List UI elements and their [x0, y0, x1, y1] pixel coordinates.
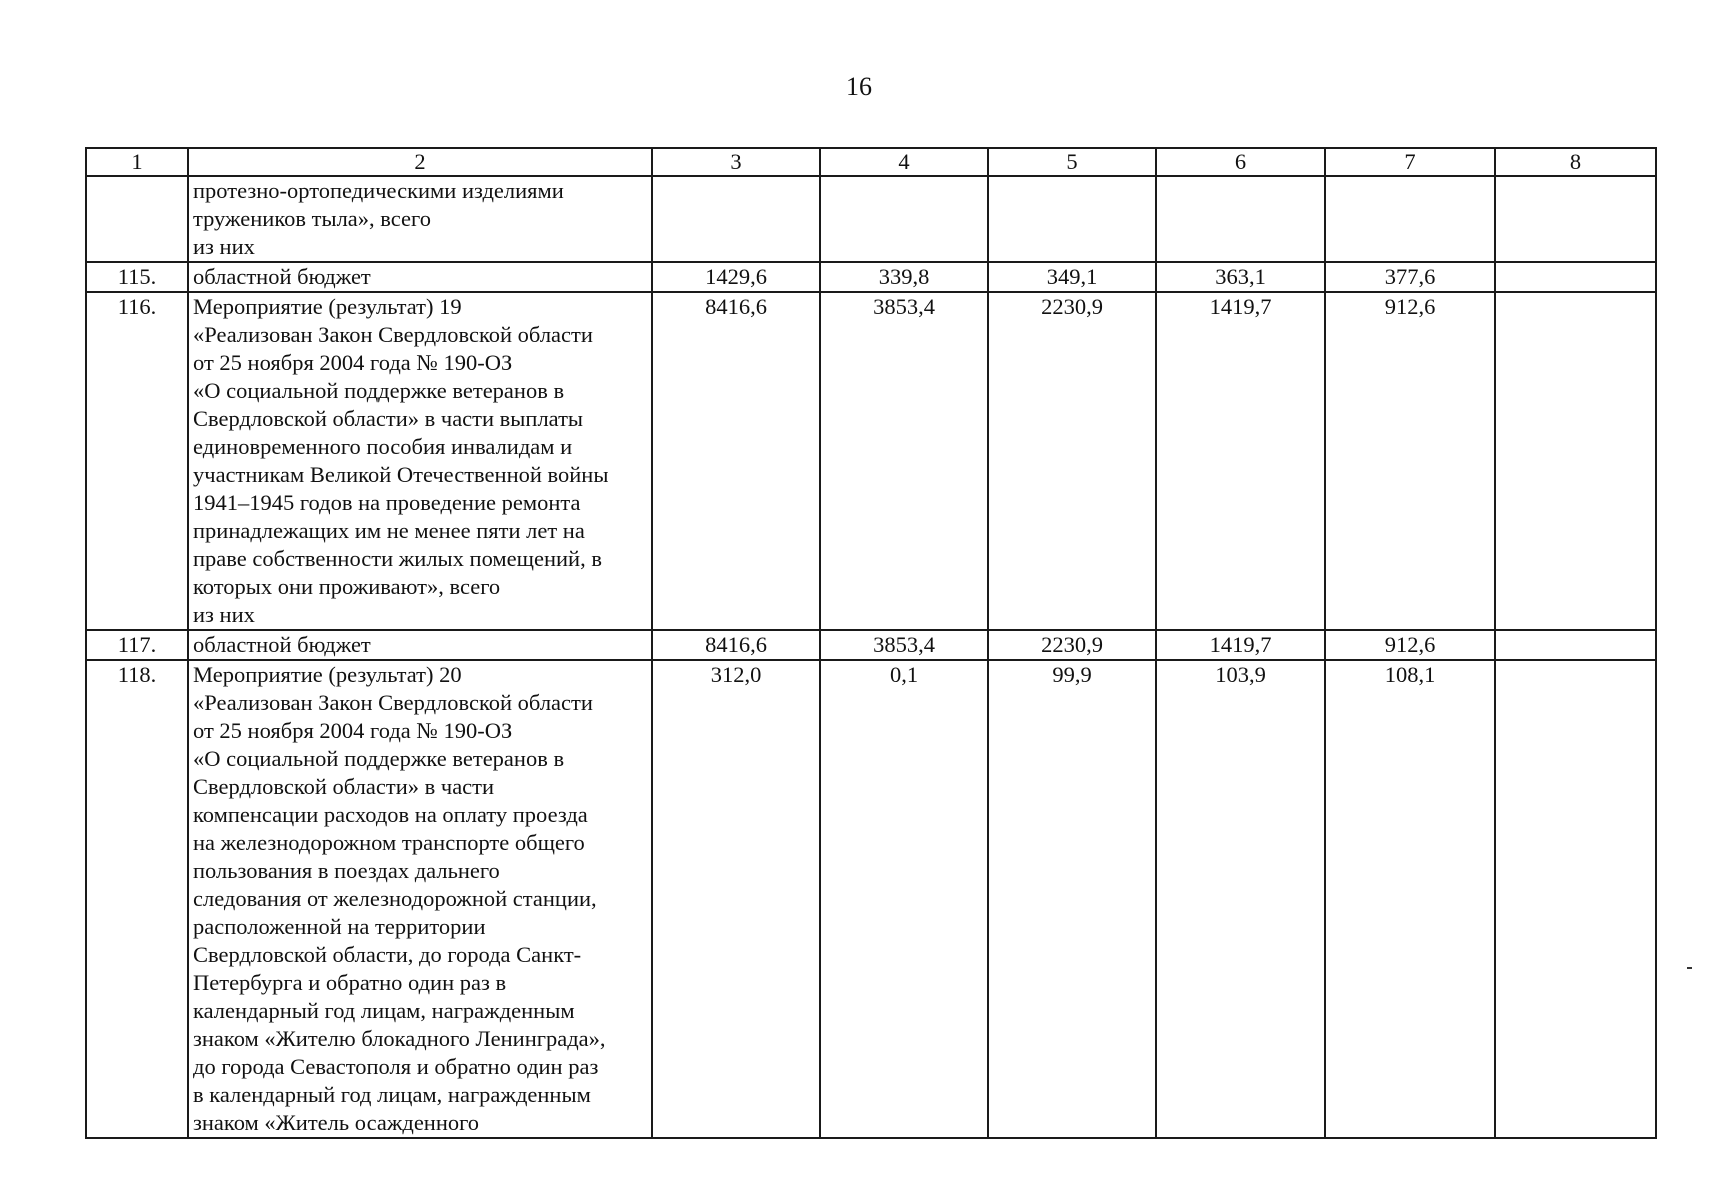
- value-cell: 912,6: [1325, 292, 1495, 630]
- value-cell: 363,1: [1156, 262, 1325, 292]
- row-number: 117.: [86, 630, 188, 660]
- column-number-header: 2: [188, 148, 652, 176]
- value-cell: 103,9: [1156, 660, 1325, 1138]
- value-cell: 1419,7: [1156, 292, 1325, 630]
- value-cell: 1429,6: [652, 262, 820, 292]
- value-cell: [1325, 176, 1495, 262]
- row-description: областной бюджет: [188, 630, 652, 660]
- value-cell: [652, 176, 820, 262]
- value-cell: 3853,4: [820, 630, 988, 660]
- value-cell: 108,1: [1325, 660, 1495, 1138]
- value-cell: 2230,9: [988, 630, 1156, 660]
- table-row: [86, 292, 1656, 630]
- value-cell: [820, 176, 988, 262]
- row-description: протезно-ортопедическими изделиями тружеников тыла», всего из них: [188, 176, 652, 262]
- row-number: 115.: [86, 262, 188, 292]
- value-cell: 8416,6: [652, 630, 820, 660]
- value-cell: 339,8: [820, 262, 988, 292]
- value-cell: [1495, 262, 1656, 292]
- column-number-header: 4: [820, 148, 988, 176]
- column-number-header: 8: [1495, 148, 1656, 176]
- column-number-header: 1: [86, 148, 188, 176]
- value-cell: [1495, 292, 1656, 630]
- value-cell: 912,6: [1325, 630, 1495, 660]
- table-row: [86, 176, 1656, 262]
- value-cell: 1419,7: [1156, 630, 1325, 660]
- value-cell: [988, 176, 1156, 262]
- row-description: областной бюджет: [188, 262, 652, 292]
- row-description: Мероприятие (результат) 20 «Реализован Закон Свердловской области от 25 ноября 2004 года № 190-ОЗ «О социальной поддержке ветеранов в Свердловской области» в части компенсации расходов на оплату проезда на железнодорожном транспорте общего пользования в поездах дальнего следования от железнодорожной станции, расположенной на территории Свердловской области, до города Санкт- Петербурга и обратно один раз в календарный год лицам, награжденным знаком «Жителю блокадного Ленинграда», до города Севастополя и обратно один раз в календарный год лицам, награжденным знаком «Житель осажденного: [188, 660, 652, 1138]
- value-cell: 349,1: [988, 262, 1156, 292]
- page-number: 16: [846, 72, 872, 101]
- value-cell: 377,6: [1325, 262, 1495, 292]
- value-cell: 2230,9: [988, 292, 1156, 630]
- value-cell: [1495, 630, 1656, 660]
- table-header-row: [86, 148, 1656, 176]
- column-number-header: 5: [988, 148, 1156, 176]
- value-cell: 0,1: [820, 660, 988, 1138]
- column-number-header: 6: [1156, 148, 1325, 176]
- column-number-header: 3: [652, 148, 820, 176]
- table-row: [86, 262, 1656, 292]
- row-description: Мероприятие (результат) 19 «Реализован Закон Свердловской области от 25 ноября 2004 года № 190-ОЗ «О социальной поддержке ветеранов в Свердловской области» в части выплаты единовременного пособия инвалидам и участникам Великой Отечественной войны 1941–1945 годов на проведение ремонта принадлежащих им не менее пяти лет на праве собственности жилых помещений, в которых они проживают», всего из них: [188, 292, 652, 630]
- value-cell: 3853,4: [820, 292, 988, 630]
- column-number-header: 7: [1325, 148, 1495, 176]
- budget-table: [85, 147, 1657, 1139]
- value-cell: 8416,6: [652, 292, 820, 630]
- value-cell: [1495, 176, 1656, 262]
- row-number: [86, 176, 188, 262]
- value-cell: [1156, 176, 1325, 262]
- row-number: 118.: [86, 660, 188, 1138]
- table-row: [86, 630, 1656, 660]
- value-cell: 99,9: [988, 660, 1156, 1138]
- row-number: 116.: [86, 292, 188, 630]
- table-row: [86, 660, 1656, 1138]
- scan-speck: [1687, 967, 1692, 969]
- value-cell: [1495, 660, 1656, 1138]
- value-cell: 312,0: [652, 660, 820, 1138]
